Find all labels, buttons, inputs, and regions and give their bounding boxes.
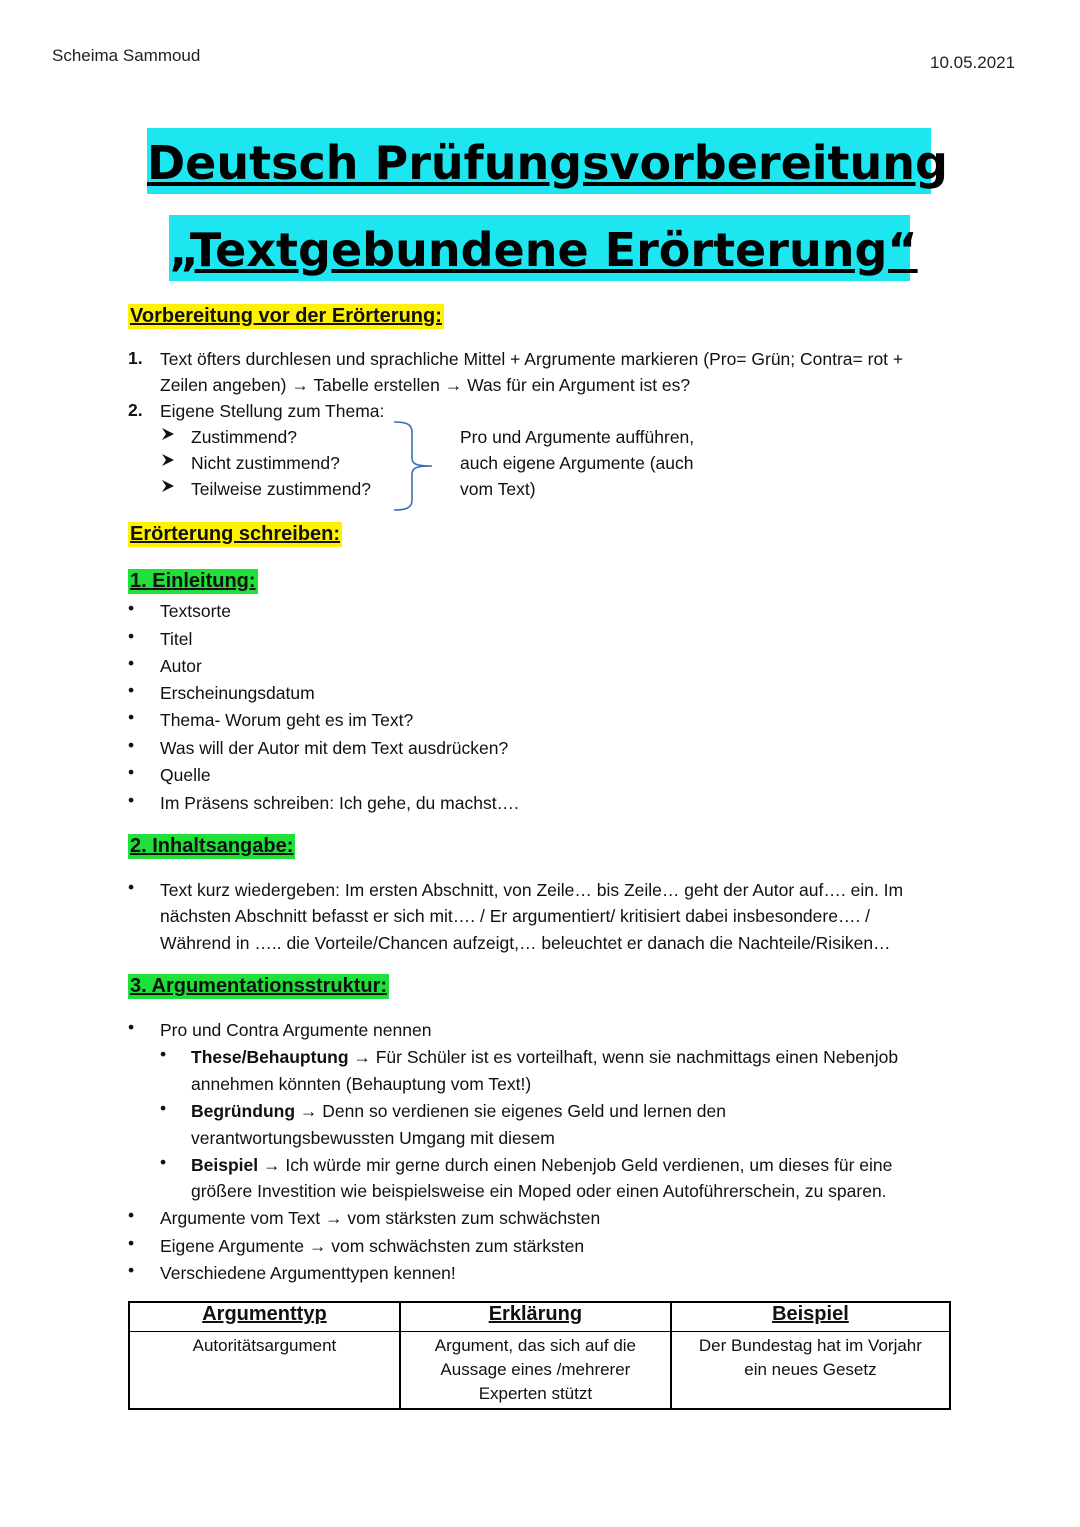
document-date: 10.05.2021 [930, 53, 1016, 72]
list-number: 2. [128, 400, 143, 420]
list-item-text: Text öfters durchlesen und sprachliche Mittel + Argrumente markieren (Pro= Grün; Contra= rot + [160, 349, 904, 369]
bullet-icon: • [128, 790, 135, 810]
heading-vorbereitung: Vorbereitung vor der Erörterung: [130, 305, 442, 327]
bullet-icon: • [160, 1044, 167, 1064]
bullet-icon: • [128, 1205, 135, 1225]
term-text: → Denn so verdienen sie eigenes Geld und lernen den [295, 1101, 726, 1121]
table-cell: Argument, das sich auf die Aussage eines /mehrerer Experten stützt [400, 1332, 671, 1410]
option-item: Nicht zustimmend? [191, 453, 340, 473]
term-label: Begründung [191, 1101, 296, 1121]
bullet-icon: • [128, 1233, 135, 1253]
paragraph-line: Text kurz wiedergeben: Im ersten Abschnitt, von Zeile… bis Zeile… geht der Autor auf…. ein. Im [160, 880, 904, 900]
note-line: vom Text) [460, 479, 536, 499]
list-item: Textsorte [160, 601, 231, 621]
bullet-icon: • [128, 653, 135, 673]
note-line: auch eigene Argumente (auch [460, 453, 694, 473]
note-line: Pro und Argumente aufführen, [460, 427, 695, 447]
sub-list-item-cont: annehmen könnten (Behauptung vom Text!) [191, 1074, 532, 1094]
list-item: Verschiedene Argumenttypen kennen! [160, 1263, 456, 1283]
table-cell: Der Bundestag hat im Vorjahr ein neues Gesetz [671, 1332, 950, 1410]
list-item: Titel [160, 629, 193, 649]
table-row [129, 1332, 950, 1410]
table-header-cell: Argumenttyp [129, 1302, 400, 1332]
list-item: Quelle [160, 765, 211, 785]
table-header-cell: Erklärung [400, 1302, 671, 1332]
list-item: Im Präsens schreiben: Ich gehe, du machst…. [160, 793, 519, 813]
bullet-icon: • [160, 1098, 167, 1118]
list-number: 1. [128, 348, 143, 368]
bullet-icon: • [128, 707, 135, 727]
argument-types-table [128, 1301, 951, 1410]
paragraph-line: nächsten Abschnitt befasst er sich mit…. / Er argumentiert/ kritisiert dabei insbesondere…. / [160, 906, 871, 926]
term-label: Beispiel [191, 1155, 259, 1175]
list-item: Autor [160, 656, 202, 676]
bullet-icon: • [128, 598, 135, 618]
heading-argumentationsstruktur: 3. Argumentationsstruktur: [130, 975, 388, 997]
sub-list-item [191, 1098, 726, 1124]
list-item: Pro und Contra Argumente nennen [160, 1020, 432, 1040]
sub-list-item-cont: verantwortungsbewussten Umgang mit diesem [191, 1128, 555, 1148]
table-header-cell: Beispiel [671, 1302, 950, 1332]
term-label: These/Behauptung [191, 1047, 349, 1067]
arrow-bullet-icon [160, 426, 176, 447]
list-item: Eigene Argumente → vom schwächsten zum stärksten [160, 1236, 585, 1256]
main-title: Deutsch Prüfungsvorbereitung [147, 128, 931, 194]
bullet-icon: • [160, 1152, 167, 1172]
table-header-row [129, 1302, 950, 1332]
heading-einleitung: 1. Einleitung: [130, 570, 256, 592]
arrow-bullet-icon [160, 452, 176, 473]
bullet-icon: • [128, 680, 135, 700]
list-item: Erscheinungsdatum [160, 683, 315, 703]
list-item: Thema- Worum geht es im Text? [160, 710, 414, 730]
bullet-icon: • [128, 877, 135, 897]
curly-brace-icon [392, 420, 438, 517]
list-item-text: Zeilen angeben) → Tabelle erstellen → Was für ein Argument ist es? [160, 375, 691, 395]
heading-inhaltsangabe: 2. Inhaltsangabe: [130, 835, 294, 857]
option-item: Teilweise zustimmend? [191, 479, 371, 499]
bullet-icon: • [128, 735, 135, 755]
list-item: Was will der Autor mit dem Text ausdrücken? [160, 738, 509, 758]
table-cell: Autoritätsargument [129, 1332, 400, 1410]
term-text: → Ich würde mir gerne durch einen Nebenjob Geld verdienen, um dieses für eine [258, 1155, 893, 1175]
list-item: Argumente vom Text → vom stärksten zum schwächsten [160, 1208, 601, 1228]
paragraph-line: Während in ….. die Vorteile/Chancen aufzeigt,… beleuchtet er danach die Nachteile/Risiken… [160, 933, 891, 953]
arrow-bullet-icon [160, 478, 176, 499]
bullet-icon: • [128, 1017, 135, 1037]
author-name: Scheima Sammoud [52, 46, 201, 65]
sub-list-item-cont: größere Investition wie beispielsweise ein Moped oder einen Autoführerschein, zu sparen. [191, 1181, 887, 1201]
bullet-icon: • [128, 626, 135, 646]
bullet-icon: • [128, 1260, 135, 1280]
heading-schreiben: Erörterung schreiben: [130, 523, 341, 545]
bullet-icon: • [128, 762, 135, 782]
sub-list-item [191, 1152, 892, 1178]
term-text: → Für Schüler ist es vorteilhaft, wenn sie nachmittags einen Nebenjob [348, 1047, 899, 1067]
list-item-text: Eigene Stellung zum Thema: [160, 401, 385, 421]
sub-title: „Textgebundene Erörterung“ [169, 215, 910, 281]
option-item: Zustimmend? [191, 427, 298, 447]
sub-list-item [191, 1044, 898, 1070]
